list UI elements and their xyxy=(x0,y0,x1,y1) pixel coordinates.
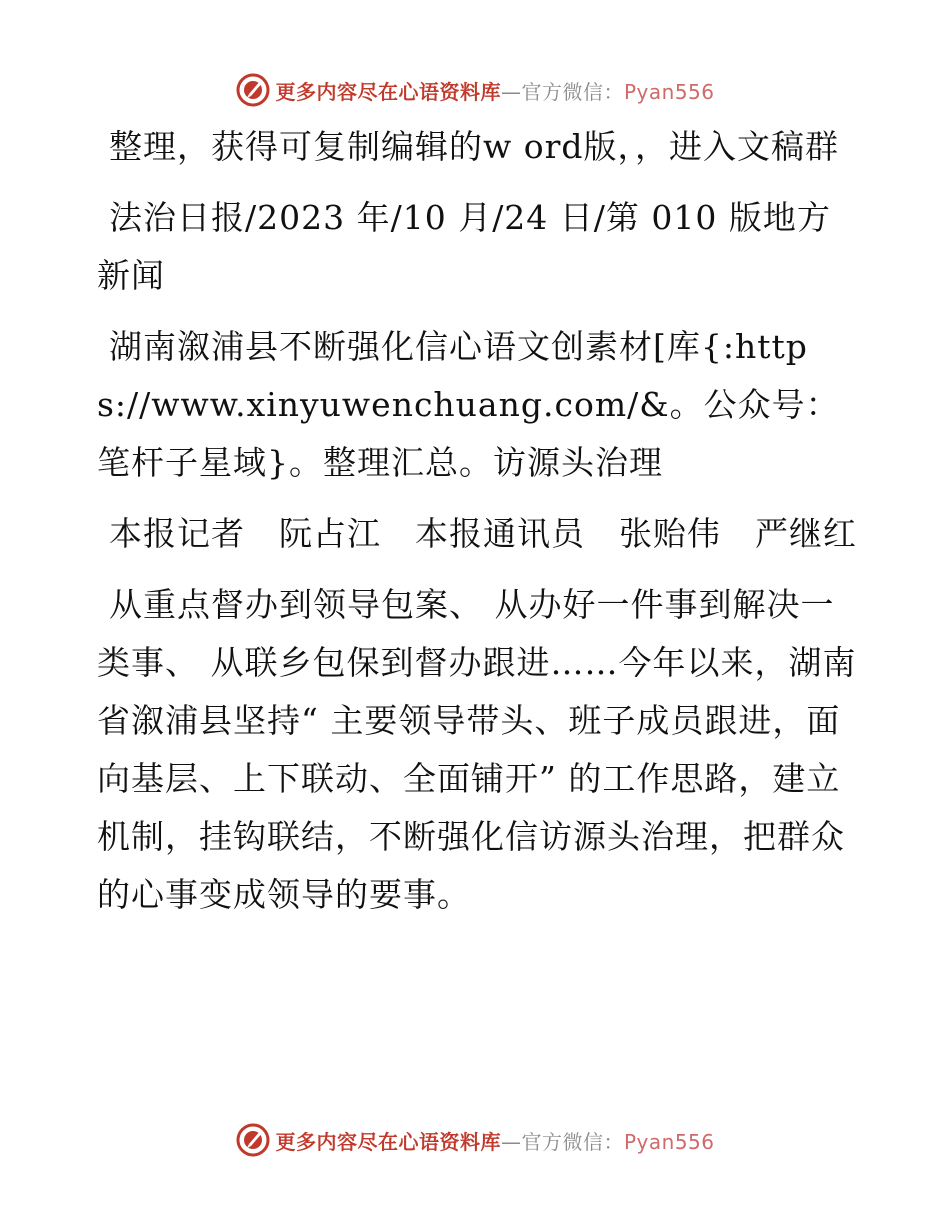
banner-wechat-id: Pyan556 xyxy=(623,1129,715,1154)
paragraph-title: 湖南溆浦县不断强化信心语文创素材[库{:https://www.xinyuwenchuang.com/&。公众号：笔杆子星域}。整理汇总。访源头治理 xyxy=(97,327,840,482)
header-watermark-banner xyxy=(0,70,950,110)
banner-text xyxy=(275,76,714,105)
banner-text xyxy=(275,1126,714,1155)
banner-dash: — xyxy=(500,1129,522,1154)
banner-main-text: 更多内容尽在心语资料库 xyxy=(275,1129,501,1154)
document-body xyxy=(97,118,857,937)
banner-dash: — xyxy=(500,79,522,104)
banner-label: 官方微信： xyxy=(521,79,624,104)
banner-label: 官方微信： xyxy=(521,1129,624,1154)
banner-wechat-id: Pyan556 xyxy=(623,79,715,104)
paragraph-intro: 整理，获得可复制编辑的w ord版，，进入文稿群 xyxy=(109,127,840,166)
pen-logo-icon xyxy=(235,1122,271,1158)
banner-main-text: 更多内容尽在心语资料库 xyxy=(275,79,501,104)
paragraph-byline: 本报记者 阮占江 本报通讯员 张贻伟 严继红 xyxy=(109,514,857,553)
paragraph-body: 从重点督办到领导包案、 从办好一件事到解决一类事、 从联乡包保到督办跟进……今年以来，湖南省溆浦县坚持“ 主要领导带头、班子成员跟进，面向基层、上下联动、全面铺开” 的工作思路，建立机制，挂钩联结，不断强化信访源头治理，把群众的心事变成领导的要事。 xyxy=(97,585,857,914)
footer-watermark-banner xyxy=(0,1120,950,1160)
paragraph-source: 法治日报/2023 年/10 月/24 日/第 010 版地方新闻 xyxy=(97,198,831,295)
pen-logo-icon xyxy=(235,72,271,108)
